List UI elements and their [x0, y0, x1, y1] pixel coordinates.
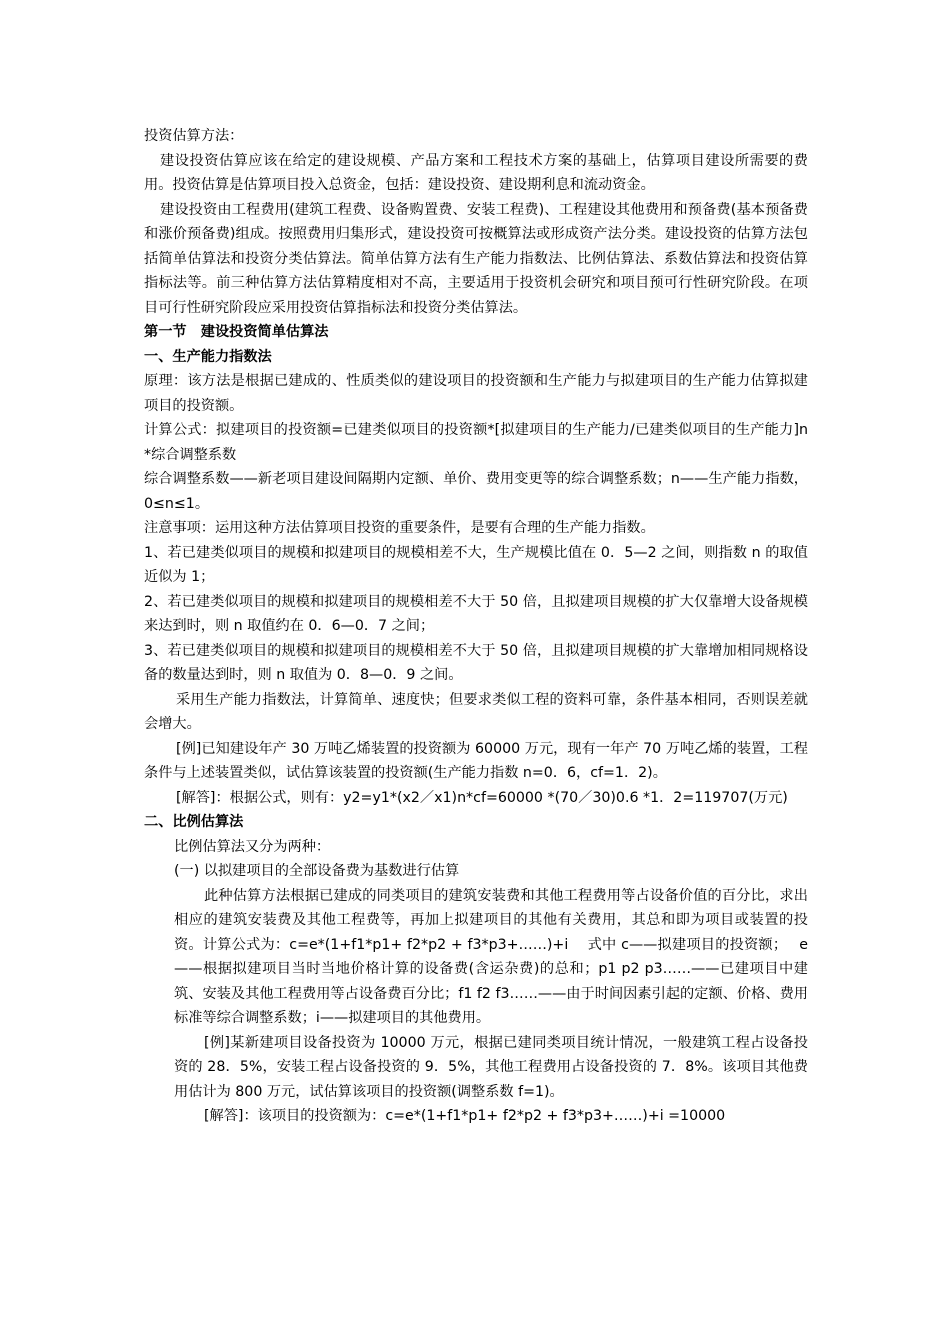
intro-paragraph-1: 建设投资估算应该在给定的建设规模、产品方案和工程技术方案的基础上，估算项目建设所需要的费用。投资估算是估算项目投入总资金，包括：建设投资、建设期利息和流动资金。 — [144, 152, 808, 193]
ratio-intro: 比例估算法又分为两种： — [174, 838, 331, 855]
subsection-heading-1: 一、生产能力指数法 — [144, 348, 272, 365]
example-2: [例]某新建项目设备投资为 10000 万元，根据已建同类项目统计情况，一般建筑工程占设备投资的 28．5%，安装工程占设备投资的 9．5%，其他工程费用占设备投资的 7．8%。该项目其他费用估计为 800 万元，试估算该项目的投资额(调整系数 f=1)。 — [174, 1034, 808, 1100]
coefficient-text: 综合调整系数——新老项目建设间隔期内定额、单价、费用变更等的综合调整系数；n——生产能力指数，0≤n≤1。 — [144, 471, 808, 512]
summary-text: 采用生产能力指数法，计算简单、速度快；但要求类似工程的资料可靠，条件基本相同，否则误差就会增大。 — [144, 691, 808, 732]
ratio-description: 此种估算方法根据已建成的同类项目的建筑安装费和其他工程费用等占设备价值的百分比，求出相应的建筑安装费及其他工程费等，再加上拟建项目的其他有关费用，其总和即为项目或装置的投资。计算公式为：c=e*(1+f1*p1+ f2*p2 + f3*p3+……)+i 式中 c——拟建项目的投资额； e——根据拟建项目当时当地价格计算的设备费(含运杂费)的总和；p1 p2 p3……——已建项目中建筑、安装及其他工程费用等占设备费百分比；f1 f2 f3……——由于时间因素引起的定额、价格、费用标准等综合调整系数；i——拟建项目的其他费用。 — [174, 887, 808, 1026]
answer-1: [解答]：根据公式，则有：y2=y1*(x2／x1)n*cf=60000 *(70／30)0.6 *1．2=119707(万元) — [176, 789, 788, 806]
example-1: [例]已知建设年产 30 万吨乙烯装置的投资额为 60000 万元，现有一年产 70 万吨乙烯的装置，工程条件与上述装置类似，试估算该装置的投资额(生产能力指数 n=0．6，cf=1．2)。 — [144, 740, 808, 781]
list-item-1: 1、若已建类似项目的规模和拟建项目的规模相差不大，生产规模比值在 0．5—2 之间，则指数 n 的取值近似为 1； — [144, 544, 808, 585]
list-item-3: 3、若已建类似项目的规模和拟建项目的规模相差不大于 50 倍，且拟建项目规模的扩大靠增加相同规格设备的数量达到时，则 n 取值为 0．8—0．9 之间。 — [144, 642, 808, 683]
document-page — [144, 124, 808, 1129]
intro-title: 投资估算方法： — [144, 128, 244, 144]
ratio-type-1: (一) 以拟建项目的全部设备费为基数进行估算 — [174, 863, 460, 879]
note-text: 注意事项：运用这种方法估算项目投资的重要条件，是要有合理的生产能力指数。 — [144, 520, 655, 536]
list-item-2: 2、若已建类似项目的规模和拟建项目的规模相差不大于 50 倍，且拟建项目规模的扩大仅靠增大设备规模来达到时，则 n 取值约在 0．6—0．7 之间； — [144, 593, 808, 634]
answer-2: [解答]：该项目的投资额为：c=e*(1+f1*p1+ f2*p2 + f3*p3+……)+i =10000 — [204, 1108, 726, 1124]
subsection-heading-2: 二、比例估算法 — [144, 814, 244, 830]
section-heading: 第一节 建设投资简单估算法 — [144, 324, 329, 340]
formula-text: 计算公式：拟建项目的投资额=已建类似项目的投资额*[拟建项目的生产能力/已建类似项目的生产能力]n *综合调整系数 — [144, 422, 808, 463]
principle-text: 原理：该方法是根据已建成的、性质类似的建设项目的投资额和生产能力与拟建项目的生产能力估算拟建项目的投资额。 — [144, 373, 808, 414]
intro-paragraph-2: 建设投资由工程费用(建筑工程费、设备购置费、安装工程费)、工程建设其他费用和预备费(基本预备费和涨价预备费)组成。按照费用归集形式，建设投资可按概算法或形成资产法分类。建设投资的估算方法包括简单估算法和投资分类估算法。简单估算方法有生产能力指数法、比例估算法、系数估算法和投资估算指标法等。前三种估算方法估算精度相对不高，主要适用于投资机会研究和项目预可行性研究阶段。在项目可行性研究阶段应采用投资估算指标法和投资分类估算法。 — [144, 201, 808, 316]
